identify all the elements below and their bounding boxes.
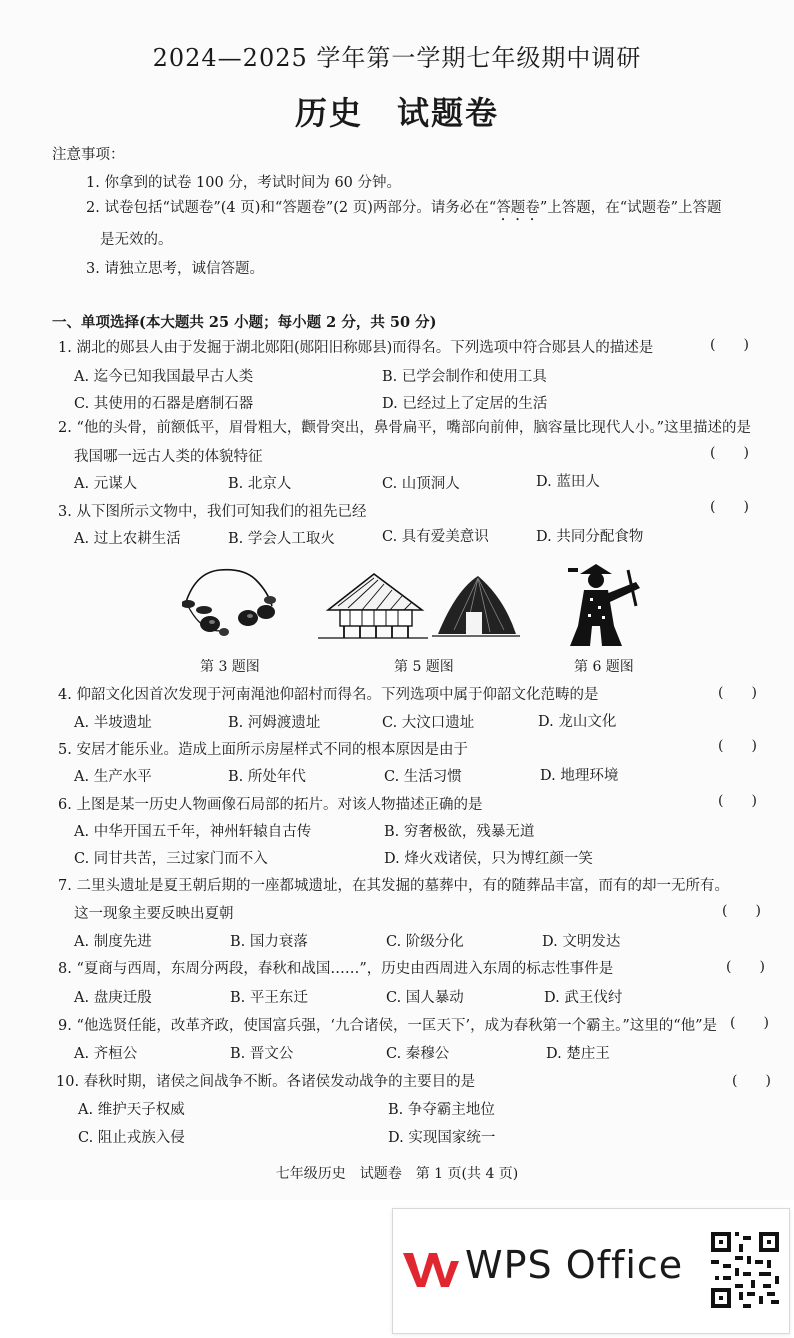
q10-stem: 10. 春秋时期，诸侯之间战争不断。各诸侯发动战争的主要目的是 — [56, 1074, 476, 1090]
notice-heading: 注意事项： — [52, 147, 125, 163]
q7-option-b: B. 国力衰落 — [230, 934, 308, 950]
wps-watermark — [392, 1208, 790, 1334]
q8-option-c: C. 国人暴动 — [386, 990, 464, 1006]
figure-rubbing-person — [566, 560, 646, 652]
q6-option-d: D. 烽火戏诸侯，只为博红颜一笑 — [384, 851, 593, 867]
figure-5-caption: 第 5 题图 — [394, 659, 454, 675]
q3-answer-paren: ( ) — [710, 499, 749, 515]
notice-item-2-emphasis: 答题卷 — [496, 200, 540, 216]
q4-answer-paren: ( ) — [718, 685, 757, 701]
q1-stem: 1. 湖北的郧县人由于发掘于湖北郧阳(郧阳旧称郧县)而得名。下列选项中符合郧县人的描述是 — [58, 340, 654, 356]
q4-option-d: D. 龙山文化 — [538, 714, 617, 730]
q3-option-d: D. 共同分配食物 — [536, 529, 644, 545]
q6-option-b: B. 穷奢极欲，残暴无道 — [384, 824, 535, 840]
q2-option-b: B. 北京人 — [228, 476, 292, 492]
q6-option-c: C. 同甘共苦，三过家门而不入 — [74, 851, 268, 867]
q7-stem-line2: 这一现象主要反映出夏朝 — [74, 906, 234, 922]
q4-option-a: A. 半坡遗址 — [74, 715, 152, 731]
q8-option-d: D. 武王伐纣 — [544, 990, 623, 1006]
wps-brand-text: WPS Office — [465, 1243, 684, 1287]
q8-stem: 8. “夏商与西周，东周分两段，春秋和战国……”，历史由西周进入东周的标志性事件是 — [58, 961, 614, 977]
page-footer: 七年级历史 试题卷 第 1 页(共 4 页) — [275, 1166, 519, 1182]
q9-option-d: D. 楚庄王 — [546, 1046, 610, 1062]
q4-option-b: B. 河姆渡遗址 — [228, 715, 321, 731]
q7-option-a: A. 制度先进 — [74, 934, 152, 950]
notice-item-2-part-b: ”上答题，在“试题卷”上答题 — [539, 200, 722, 216]
q3-option-c: C. 具有爱美意识 — [382, 529, 489, 545]
q7-answer-paren: ( ) — [722, 903, 761, 919]
qr-code-icon — [711, 1231, 779, 1309]
notice-item-2-part-a: 2. 试卷包括“试题卷”(4 页)和“答题卷”(2 页)两部分。请务必在“ — [86, 200, 497, 216]
q5-option-a: A. 生产水平 — [74, 769, 152, 785]
q5-option-c: C. 生活习惯 — [384, 769, 462, 785]
figure-6-caption: 第 6 题图 — [574, 659, 634, 675]
q10-option-c: C. 阻止戎族入侵 — [78, 1130, 185, 1146]
q4-option-c: C. 大汶口遗址 — [382, 715, 475, 731]
q6-stem: 6. 上图是某一历史人物画像石局部的拓片。对该人物描述正确的是 — [58, 797, 483, 813]
q4-stem: 4. 仰韶文化因首次发现于河南渑池仰韶村而得名。下列选项中属于仰韶文化范畴的是 — [58, 687, 599, 703]
q9-option-c: C. 秦穆公 — [386, 1046, 450, 1062]
exam-subtitle: 历史 试题卷 — [294, 94, 499, 132]
q2-option-d: D. 蓝田人 — [536, 474, 600, 490]
necklace-figure — [182, 566, 278, 642]
q10-option-d: D. 实现国家统一 — [388, 1130, 496, 1146]
q1-option-b: B. 已学会制作和使用工具 — [382, 369, 547, 385]
q2-stem-line2: 我国哪一远古人类的体貌特征 — [74, 449, 263, 465]
notice-item-1: 1. 你拿到的试卷 100 分，考试时间为 60 分钟。 — [86, 175, 402, 191]
q5-option-d: D. 地理环境 — [540, 768, 619, 784]
q3-option-b: B. 学会人工取火 — [228, 531, 335, 547]
q1-answer-paren: ( ) — [710, 337, 749, 353]
q5-option-b: B. 所处年代 — [228, 769, 306, 785]
q5-answer-paren: ( ) — [718, 738, 757, 754]
q2-option-a: A. 元谋人 — [74, 476, 138, 492]
q5-stem: 5. 安居才能乐业。造成上面所示房屋样式不同的根本原因是由于 — [58, 742, 468, 758]
notice-item-2-continued: 是无效的。 — [100, 232, 173, 248]
q6-option-a: A. 中华开国五千年，神州轩辕自古传 — [74, 824, 312, 840]
figure-3-caption: 第 3 题图 — [200, 659, 260, 675]
q9-option-a: A. 齐桓公 — [74, 1046, 138, 1062]
q10-answer-paren: ( ) — [732, 1073, 771, 1089]
q2-stem: 2. “他的头骨，前额低平，眉骨粗大，颧骨突出，鼻骨扁平，嘴部向前伸，脑容量比现代人小。”这里描述的是 — [58, 420, 752, 436]
q2-option-c: C. 山顶洞人 — [382, 476, 460, 492]
q10-option-a: A. 维护天子权威 — [78, 1102, 185, 1118]
q8-answer-paren: ( ) — [726, 959, 765, 975]
q9-option-b: B. 晋文公 — [230, 1046, 294, 1062]
q8-option-b: B. 平王东迁 — [230, 990, 308, 1006]
q1-option-d: D. 已经过上了定居的生活 — [382, 396, 548, 412]
q9-stem: 9. “他选贤任能，改革齐政，使国富兵强，‘九合诸侯，一匡天下’，成为春秋第一个霸主。”这里的“他”是 — [58, 1018, 718, 1034]
wps-logo-icon — [401, 1247, 461, 1291]
q6-answer-paren: ( ) — [718, 793, 757, 809]
section-heading: 一、单项选择(本大题共 25 小题；每小题 2 分，共 50 分) — [52, 314, 437, 331]
exam-title: 2024—2025 学年第一学期七年级期中调研 — [152, 44, 642, 72]
notice-item-2 — [86, 196, 722, 224]
q10-option-b: B. 争夺霸主地位 — [388, 1102, 495, 1118]
q2-answer-paren: ( ) — [710, 445, 749, 461]
q3-option-a: A. 过上农耕生活 — [74, 531, 181, 547]
q8-option-a: A. 盘庚迁殷 — [74, 990, 152, 1006]
notice-item-3: 3. 请独立思考，诚信答题。 — [86, 261, 264, 277]
q7-option-c: C. 阶级分化 — [386, 934, 464, 950]
q7-option-d: D. 文明发达 — [542, 934, 621, 950]
q1-option-c: C. 其使用的石器是磨制石器 — [74, 396, 254, 412]
q9-answer-paren: ( ) — [730, 1015, 769, 1031]
houses-figure — [318, 570, 520, 644]
q7-stem: 7. 二里头遗址是夏王朝后期的一座都城遗址，在其发掘的墓葬中，有的随葬品丰富，而有的却一无所有。 — [58, 878, 729, 894]
q1-option-a: A. 迄今已知我国最早古人类 — [74, 369, 254, 385]
q3-stem: 3. 从下图所示文物中，我们可知我们的祖先已经 — [58, 504, 367, 520]
